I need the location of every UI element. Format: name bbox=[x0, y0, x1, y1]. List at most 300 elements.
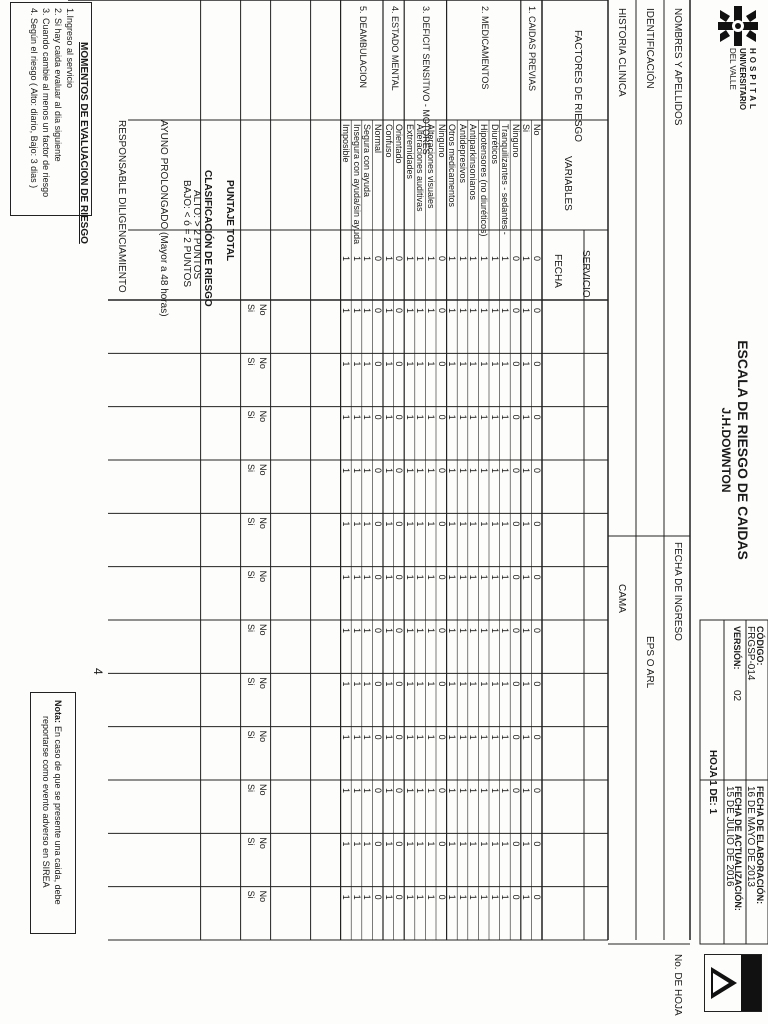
eval-score: 1 bbox=[489, 788, 500, 794]
eval-score: 1 bbox=[383, 574, 394, 580]
score-value: 1 bbox=[500, 256, 511, 262]
variables-label: VARIABLES bbox=[562, 156, 573, 211]
eval-score: 1 bbox=[415, 841, 426, 847]
eval-score: 0 bbox=[436, 841, 447, 847]
ayuno-no: No bbox=[257, 784, 268, 796]
eval-score: 1 bbox=[404, 734, 415, 740]
eval-score: 1 bbox=[341, 894, 352, 900]
eval-score: 1 bbox=[362, 361, 373, 367]
eval-score: 1 bbox=[457, 468, 468, 474]
eval-score: 1 bbox=[447, 681, 458, 687]
eval-score: 1 bbox=[415, 308, 426, 314]
fecha-ingreso-label: FECHA DE INGRESO bbox=[672, 542, 683, 641]
ayuno-no: No bbox=[257, 570, 268, 583]
ayuno-si: Si bbox=[245, 677, 256, 686]
variable-label: Normal bbox=[373, 124, 383, 154]
eval-score: 0 bbox=[394, 468, 405, 474]
eval-score: 1 bbox=[341, 841, 352, 847]
eval-score: 1 bbox=[489, 468, 500, 474]
eval-score: 1 bbox=[383, 788, 394, 794]
eval-score: 1 bbox=[489, 361, 500, 367]
eval-score: 1 bbox=[521, 521, 532, 527]
eval-score: 1 bbox=[362, 308, 373, 314]
factor-name: 3. DEFICIT SENSITIVO - MOTORES bbox=[421, 6, 432, 155]
eval-score: 0 bbox=[436, 628, 447, 634]
score-value: 0 bbox=[373, 256, 383, 262]
eval-score: 1 bbox=[521, 788, 532, 794]
eval-score: 1 bbox=[447, 734, 458, 740]
variable-label: Orientado bbox=[394, 124, 405, 164]
eval-score: 1 bbox=[457, 734, 468, 740]
eval-score: 1 bbox=[426, 788, 436, 794]
eval-score: 0 bbox=[510, 734, 521, 740]
eval-score: 0 bbox=[373, 468, 383, 474]
ayuno-si: Si bbox=[245, 624, 256, 633]
eval-score: 1 bbox=[383, 628, 394, 634]
eval-score: 1 bbox=[521, 734, 532, 740]
eval-score: 0 bbox=[532, 841, 542, 847]
eval-score: 0 bbox=[394, 628, 405, 634]
eval-score: 1 bbox=[426, 681, 436, 687]
eval-score: 1 bbox=[500, 308, 511, 314]
eval-score: 1 bbox=[383, 894, 394, 900]
variable-label: Confuso bbox=[383, 124, 394, 158]
eval-score: 1 bbox=[383, 468, 394, 474]
eval-score: 0 bbox=[373, 574, 383, 580]
eval-score: 0 bbox=[394, 414, 405, 420]
eval-score: 1 bbox=[362, 681, 373, 687]
eval-score: 1 bbox=[479, 681, 489, 687]
eval-score: 0 bbox=[436, 681, 447, 687]
factor-name: 4. ESTADO MENTAL bbox=[389, 6, 400, 91]
eval-score: 1 bbox=[468, 734, 479, 740]
variable-label: Antidepresivos bbox=[457, 124, 468, 184]
eval-score: 0 bbox=[510, 894, 521, 900]
eval-score: 0 bbox=[436, 734, 447, 740]
eval-score: 0 bbox=[532, 894, 542, 900]
eval-score: 1 bbox=[479, 361, 489, 367]
ayuno-no: No bbox=[257, 837, 268, 849]
nota-line1: En caso de que se presente una caida, debe bbox=[53, 726, 63, 905]
eval-score: 1 bbox=[479, 734, 489, 740]
eval-score: 1 bbox=[362, 788, 373, 794]
eval-score: 1 bbox=[404, 574, 415, 580]
momentos-title: MOMENTOS DE EVALUACION DE RIESGO bbox=[78, 42, 89, 244]
eps-label: EPS O ARL bbox=[644, 636, 655, 689]
eval-score: 1 bbox=[468, 521, 479, 527]
eval-score: 1 bbox=[479, 414, 489, 420]
eval-score: 0 bbox=[436, 414, 447, 420]
eval-score: 1 bbox=[468, 894, 479, 900]
eval-score: 1 bbox=[426, 841, 436, 847]
version-label: VERSIÓN: bbox=[732, 626, 742, 670]
eval-score: 0 bbox=[532, 788, 542, 794]
eval-score: 1 bbox=[457, 308, 468, 314]
eval-score: 1 bbox=[447, 468, 458, 474]
eval-score: 1 bbox=[426, 734, 436, 740]
score-value: 1 bbox=[447, 256, 458, 262]
eval-score: 1 bbox=[415, 894, 426, 900]
eval-score: 1 bbox=[489, 521, 500, 527]
responsable-label: RESPONSABLE DILIGENCIAMIENTO bbox=[116, 120, 127, 293]
page-number: 4 bbox=[91, 668, 105, 675]
eval-score: 1 bbox=[383, 734, 394, 740]
eval-score: 1 bbox=[489, 894, 500, 900]
variable-label: Ninguno bbox=[436, 124, 447, 158]
eval-score: 0 bbox=[394, 361, 405, 367]
ayuno-si: Si bbox=[245, 837, 256, 846]
variable-label: Insegura con ayuda/sin ayuda bbox=[351, 124, 362, 245]
eval-score: 1 bbox=[404, 361, 415, 367]
eval-score: 1 bbox=[521, 308, 532, 314]
eval-score: 1 bbox=[457, 681, 468, 687]
score-value: 1 bbox=[362, 256, 373, 262]
eval-score: 1 bbox=[341, 788, 352, 794]
eval-score: 1 bbox=[383, 681, 394, 687]
eval-score: 1 bbox=[426, 628, 436, 634]
eval-score: 1 bbox=[426, 361, 436, 367]
historia-label: HISTORIA CLINICA bbox=[616, 8, 627, 97]
ayuno-si: Si bbox=[245, 890, 256, 899]
eval-score: 1 bbox=[383, 361, 394, 367]
eval-score: 1 bbox=[415, 681, 426, 687]
eval-score: 0 bbox=[510, 788, 521, 794]
eval-score: 1 bbox=[457, 894, 468, 900]
score-value: 1 bbox=[426, 256, 436, 262]
variable-label: Extremidades bbox=[404, 124, 415, 180]
eval-score: 1 bbox=[415, 734, 426, 740]
eval-score: 1 bbox=[426, 414, 436, 420]
eval-score: 0 bbox=[436, 788, 447, 794]
eval-score: 1 bbox=[489, 734, 500, 740]
eval-score: 1 bbox=[468, 788, 479, 794]
score-value: 1 bbox=[468, 256, 479, 262]
eval-score: 1 bbox=[341, 681, 352, 687]
hoja-label: HOJA 1 DE: 1 bbox=[707, 749, 718, 815]
eval-score: 1 bbox=[457, 628, 468, 634]
ayuno-no: No bbox=[257, 730, 268, 743]
eval-score: 1 bbox=[500, 414, 511, 420]
variable-label: Alteraciones visuales bbox=[426, 124, 436, 209]
eval-score: 0 bbox=[394, 788, 405, 794]
score-value: 0 bbox=[394, 256, 405, 262]
variable-label: Alteraciones auditivas bbox=[415, 124, 426, 212]
eval-score: 0 bbox=[510, 468, 521, 474]
eval-score: 0 bbox=[436, 574, 447, 580]
eval-score: 1 bbox=[415, 414, 426, 420]
ayuno-no: No bbox=[257, 624, 268, 636]
eval-score: 1 bbox=[351, 894, 362, 900]
eval-score: 1 bbox=[468, 468, 479, 474]
eval-score: 1 bbox=[521, 841, 532, 847]
nota-line2: reportarse como evento adverso en SIREA bbox=[41, 716, 51, 888]
eval-score: 0 bbox=[394, 734, 405, 740]
variable-label: No bbox=[532, 124, 542, 136]
eval-score: 1 bbox=[447, 414, 458, 420]
eval-score: 1 bbox=[404, 681, 415, 687]
eval-score: 0 bbox=[436, 894, 447, 900]
eval-score: 1 bbox=[341, 308, 352, 314]
eval-score: 1 bbox=[351, 468, 362, 474]
ayuno-no: No bbox=[257, 357, 268, 369]
ayuno-si: Si bbox=[245, 410, 256, 419]
momento-item: 1.Ingreso al servicio bbox=[65, 8, 75, 89]
eval-score: 1 bbox=[362, 894, 373, 900]
nombres-label: NOMBRES Y APELLIDOS bbox=[672, 8, 683, 126]
score-value: 1 bbox=[521, 256, 532, 262]
ayuno-no: No bbox=[257, 410, 268, 423]
eval-score: 1 bbox=[341, 521, 352, 527]
eval-score: 1 bbox=[479, 788, 489, 794]
eval-score: 1 bbox=[479, 628, 489, 634]
eval-score: 1 bbox=[404, 841, 415, 847]
eval-score: 0 bbox=[510, 841, 521, 847]
eval-score: 1 bbox=[489, 308, 500, 314]
eval-score: 1 bbox=[447, 841, 458, 847]
eval-score: 0 bbox=[373, 841, 383, 847]
cama-label: CAMA bbox=[616, 584, 627, 613]
eval-score: 1 bbox=[468, 361, 479, 367]
fecha-label: FECHA bbox=[552, 254, 563, 288]
eval-score: 0 bbox=[532, 521, 542, 527]
eval-score: 1 bbox=[521, 574, 532, 580]
eval-score: 1 bbox=[362, 734, 373, 740]
eval-score: 1 bbox=[447, 628, 458, 634]
eval-score: 1 bbox=[457, 788, 468, 794]
eval-score: 1 bbox=[351, 788, 362, 794]
eval-score: 1 bbox=[447, 361, 458, 367]
eval-score: 1 bbox=[415, 574, 426, 580]
eval-score: 1 bbox=[426, 468, 436, 474]
eval-score: 0 bbox=[532, 734, 542, 740]
eval-score: 1 bbox=[500, 574, 511, 580]
puntaje-total-label: PUNTAJE TOTAL bbox=[224, 180, 235, 262]
eval-score: 1 bbox=[351, 521, 362, 527]
eval-score: 1 bbox=[468, 308, 479, 314]
org-name-line3: DEL VALLE bbox=[728, 48, 737, 90]
eval-score: 1 bbox=[479, 574, 489, 580]
org-name-line1: HOSPITAL bbox=[748, 48, 757, 112]
eval-score: 1 bbox=[341, 628, 352, 634]
eval-score: 1 bbox=[521, 468, 532, 474]
eval-score: 1 bbox=[500, 788, 511, 794]
score-value: 0 bbox=[436, 256, 447, 262]
factor-name: 2. MEDICAMENTOS bbox=[479, 6, 490, 90]
eval-score: 1 bbox=[351, 574, 362, 580]
ayuno-si: Si bbox=[245, 570, 256, 579]
eval-score: 0 bbox=[436, 308, 447, 314]
momento-item: 2. Si hay caida evaluar al dia siguiente bbox=[53, 8, 63, 162]
eval-score: 0 bbox=[510, 521, 521, 527]
variable-label: Ninguno bbox=[510, 124, 521, 158]
eval-score: 1 bbox=[341, 414, 352, 420]
eval-score: 1 bbox=[457, 574, 468, 580]
fecha-actualizacion-label: FECHA DE ACTUALIZACIÓN: bbox=[733, 786, 743, 911]
eval-score: 0 bbox=[394, 521, 405, 527]
eval-score: 1 bbox=[489, 681, 500, 687]
eval-score: 1 bbox=[426, 308, 436, 314]
eval-score: 1 bbox=[362, 521, 373, 527]
eval-score: 1 bbox=[489, 574, 500, 580]
eval-score: 1 bbox=[362, 468, 373, 474]
eval-score: 1 bbox=[500, 894, 511, 900]
nota-label: Nota: bbox=[53, 700, 63, 723]
ayuno-label: AYUNO PROLONGADO (Mayor a 48 horas) bbox=[158, 120, 169, 317]
eval-score: 1 bbox=[457, 414, 468, 420]
variable-label: Imposible bbox=[341, 124, 352, 163]
eval-score: 1 bbox=[404, 894, 415, 900]
eval-score: 1 bbox=[404, 628, 415, 634]
eval-score: 1 bbox=[500, 521, 511, 527]
codigo-value: FRGSP-014 bbox=[745, 626, 756, 681]
eval-score: 0 bbox=[510, 681, 521, 687]
score-value: 1 bbox=[341, 256, 352, 262]
ayuno-si: Si bbox=[245, 304, 256, 313]
eval-score: 1 bbox=[404, 414, 415, 420]
eval-score: 1 bbox=[479, 521, 489, 527]
eval-score: 0 bbox=[373, 308, 383, 314]
eval-score: 1 bbox=[341, 574, 352, 580]
eval-score: 1 bbox=[489, 841, 500, 847]
ayuno-si: Si bbox=[245, 357, 256, 366]
riesgo-bajo-label: BAJO: < ó = 2 PUNTOS bbox=[181, 180, 192, 288]
variable-label: Si bbox=[521, 124, 532, 133]
score-value: 1 bbox=[479, 256, 489, 262]
eval-score: 0 bbox=[532, 681, 542, 687]
variable-label: Diuréticos bbox=[489, 124, 500, 165]
score-value: 1 bbox=[351, 256, 362, 262]
ayuno-si: Si bbox=[245, 730, 256, 739]
ayuno-no: No bbox=[257, 464, 268, 476]
eval-score: 1 bbox=[351, 361, 362, 367]
eval-score: 1 bbox=[468, 574, 479, 580]
factor-name: 5. DEAMBULACION bbox=[357, 6, 368, 89]
momento-item: 4. Según el riesgo ( Alto: diario, Bajo: 3 dias ) bbox=[29, 8, 39, 189]
eval-score: 1 bbox=[351, 308, 362, 314]
identificacion-label: IDENTIFICACIÓN bbox=[644, 8, 655, 89]
eval-score: 1 bbox=[500, 841, 511, 847]
eval-score: 1 bbox=[479, 841, 489, 847]
eval-score: 1 bbox=[351, 734, 362, 740]
eval-score: 1 bbox=[404, 521, 415, 527]
variable-label: Otros medicamentos bbox=[447, 124, 458, 208]
eval-score: 0 bbox=[373, 681, 383, 687]
eval-score: 0 bbox=[436, 361, 447, 367]
eval-score: 1 bbox=[362, 628, 373, 634]
eval-score: 1 bbox=[489, 628, 500, 634]
eval-score: 1 bbox=[351, 628, 362, 634]
eval-score: 0 bbox=[510, 414, 521, 420]
eval-score: 0 bbox=[394, 681, 405, 687]
eval-score: 1 bbox=[468, 628, 479, 634]
eval-score: 1 bbox=[426, 894, 436, 900]
servicio-label: SERVICIO bbox=[580, 250, 591, 298]
eval-score: 0 bbox=[373, 734, 383, 740]
eval-score: 1 bbox=[479, 308, 489, 314]
clasificacion-label: CLASIFICACIÓN DE RIESGO bbox=[202, 170, 213, 307]
fecha-elaboracion-value: 16 DE MAYO DE 2013 bbox=[745, 786, 756, 887]
codigo-label: CÓDIGO: bbox=[755, 626, 765, 666]
eval-score: 1 bbox=[404, 468, 415, 474]
eval-score: 1 bbox=[521, 361, 532, 367]
form-title: ESCALA DE RIESGO DE CAIDAS bbox=[735, 340, 751, 560]
eval-score: 1 bbox=[341, 734, 352, 740]
eval-score: 0 bbox=[510, 628, 521, 634]
eval-score: 1 bbox=[479, 468, 489, 474]
eval-score: 1 bbox=[500, 681, 511, 687]
riesgo-alto-label: ALTO: > 2 PUNTOS bbox=[191, 190, 202, 280]
variable-label: Segura con ayuda bbox=[362, 124, 373, 198]
score-value: 1 bbox=[415, 256, 426, 262]
fecha-actualizacion-value: 15 DE JULIO DE 2016 bbox=[724, 786, 735, 887]
eval-score: 0 bbox=[532, 468, 542, 474]
eval-score: 1 bbox=[500, 734, 511, 740]
eval-score: 0 bbox=[532, 308, 542, 314]
eval-score: 1 bbox=[362, 841, 373, 847]
eval-score: 1 bbox=[447, 574, 458, 580]
eval-score: 1 bbox=[351, 414, 362, 420]
variable-label: Hipotensores (no diuréticos) bbox=[479, 124, 489, 237]
eval-score: 1 bbox=[404, 308, 415, 314]
version-value: 02 bbox=[731, 690, 742, 702]
score-value: 1 bbox=[383, 256, 394, 262]
eval-score: 1 bbox=[404, 788, 415, 794]
eval-score: 0 bbox=[436, 468, 447, 474]
eval-score: 1 bbox=[351, 841, 362, 847]
score-value: 1 bbox=[457, 256, 468, 262]
eval-score: 0 bbox=[436, 521, 447, 527]
eval-score: 1 bbox=[415, 521, 426, 527]
ayuno-no: No bbox=[257, 677, 268, 689]
eval-score: 1 bbox=[383, 414, 394, 420]
eval-score: 1 bbox=[521, 628, 532, 634]
eval-score: 0 bbox=[373, 788, 383, 794]
eval-score: 1 bbox=[479, 894, 489, 900]
variable-label: Antiparkinsonianos bbox=[468, 124, 479, 201]
score-value: 0 bbox=[510, 256, 521, 262]
ayuno-no: No bbox=[257, 517, 268, 529]
eval-score: 0 bbox=[532, 628, 542, 634]
eval-score: 1 bbox=[457, 361, 468, 367]
momento-item: 3. Cuando cambie al menos un factor de riesgo bbox=[41, 8, 51, 198]
eval-score: 1 bbox=[500, 628, 511, 634]
eval-score: 1 bbox=[415, 361, 426, 367]
eval-score: 1 bbox=[489, 414, 500, 420]
eval-score: 1 bbox=[468, 681, 479, 687]
eval-score: 1 bbox=[383, 521, 394, 527]
eval-score: 1 bbox=[426, 574, 436, 580]
ayuno-si: Si bbox=[245, 784, 256, 793]
eval-score: 0 bbox=[373, 894, 383, 900]
eval-score: 0 bbox=[532, 361, 542, 367]
eval-score: 1 bbox=[500, 468, 511, 474]
eval-score: 1 bbox=[341, 468, 352, 474]
eval-score: 1 bbox=[362, 414, 373, 420]
eval-score: 1 bbox=[447, 894, 458, 900]
eval-score: 1 bbox=[383, 308, 394, 314]
ayuno-no: No bbox=[257, 304, 268, 316]
eval-score: 1 bbox=[447, 521, 458, 527]
eval-score: 1 bbox=[383, 841, 394, 847]
eval-score: 0 bbox=[510, 308, 521, 314]
no-hoja-label: No. DE HOJA bbox=[672, 954, 683, 1016]
org-name-line2: UNIVERSITARIO bbox=[738, 48, 747, 111]
ayuno-no: No bbox=[257, 890, 268, 903]
factores-label: FACTORES DE RIESGO bbox=[572, 30, 583, 143]
eval-score: 0 bbox=[373, 521, 383, 527]
eval-score: 0 bbox=[373, 414, 383, 420]
eval-score: 1 bbox=[415, 788, 426, 794]
